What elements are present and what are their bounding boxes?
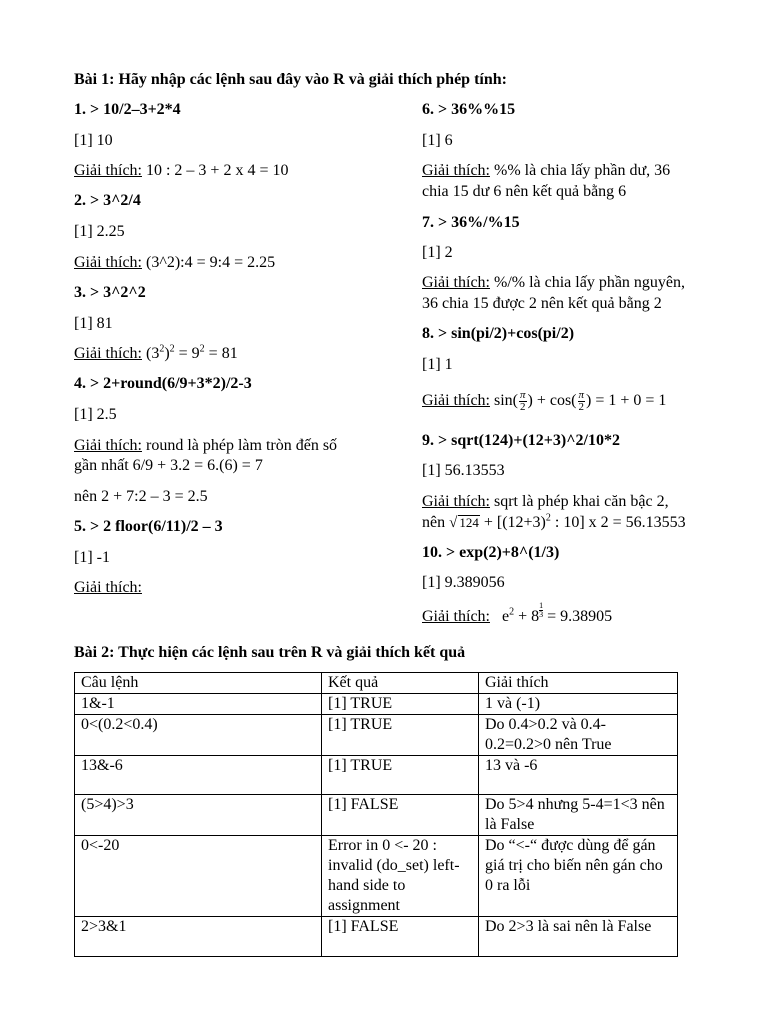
- table-row: [75, 756, 678, 795]
- exponent-numerator: 1: [539, 601, 544, 610]
- table-cell-command: 0<-20: [75, 836, 322, 917]
- fraction-numerator: π: [519, 388, 526, 401]
- q10-e: e: [501, 608, 510, 625]
- q8-tail: ) = 1 + 0 = 1: [586, 392, 667, 409]
- q3-exp-pre: (3: [145, 345, 160, 362]
- q10-tail: = 9.38905: [543, 608, 613, 625]
- q7-explanation: [422, 273, 685, 293]
- q9-explanation-text-1: sqrt là phép khai căn bậc 2,: [489, 493, 669, 510]
- q3-output: [1] 81: [74, 315, 113, 332]
- q10-plus8: + 8: [514, 608, 540, 625]
- table-cell-command: 13&-6: [75, 756, 322, 795]
- q7-explanation-text-1: %/% là chia lấy phần nguyên,: [489, 274, 686, 291]
- q5-output: [1] -1: [74, 549, 110, 566]
- q7-explanation-text-2: 36 chia 15 được 2 nên kết quả bằng 2: [422, 295, 662, 312]
- q10-explanation: [422, 601, 613, 627]
- q4-explanation-text-1: round là phép làm tròn đến số: [141, 437, 338, 454]
- q3-exp-post: = 81: [204, 345, 238, 362]
- table-cell-explanation: 1 và (-1): [479, 694, 678, 715]
- radicand: 124: [459, 515, 479, 530]
- q9-output: [1] 56.13553: [422, 462, 505, 479]
- table-cell-result: [1] FALSE: [322, 795, 479, 836]
- q2-command: 2. > 3^2/4: [74, 192, 141, 209]
- q8-sin: sin(: [493, 392, 518, 409]
- table-cell-result: [1] TRUE: [322, 694, 479, 715]
- q9-exp2-sup: 2: [545, 512, 551, 524]
- table-row: [75, 917, 678, 957]
- q8-command: 8. > sin(pi/2)+cos(pi/2): [422, 325, 575, 342]
- fraction-denominator: 2: [519, 400, 526, 413]
- q9-command: 9. > sqrt(124)+(12+3)^2/10*2: [422, 432, 620, 449]
- q4-output: [1] 2.5: [74, 406, 117, 423]
- q7-command: 7. > 36%/%15: [422, 214, 520, 231]
- q9-exp2-mid: + [(12+3): [479, 514, 546, 531]
- explain-label: Giải thích:: [74, 437, 142, 454]
- explain-label: Giải thích:: [74, 345, 142, 362]
- table-row: [75, 694, 678, 715]
- fraction-denominator: 2: [578, 400, 585, 413]
- q3-exp-sup1: 2: [159, 343, 165, 355]
- q8-cos: ) + cos(: [527, 392, 577, 409]
- q8-explanation: [422, 386, 666, 416]
- q8-output: [1] 1: [422, 356, 453, 373]
- q1-explanation: [74, 161, 288, 181]
- explain-label: Giải thích:: [422, 392, 490, 409]
- q5-explanation: [74, 578, 142, 598]
- explain-label: Giải thích:: [422, 274, 490, 291]
- q6-command: 6. > 36%%15: [422, 101, 516, 118]
- q4-explanation-text-2: gần nhất 6/9 + 3.2 = 6.(6) = 7: [74, 457, 263, 474]
- table-row: [75, 715, 678, 756]
- q9-explanation: [422, 492, 669, 512]
- q9-exp2-post: : 10] x 2 = 56.13553: [550, 514, 686, 531]
- q2-explanation-text: (3^2):4 = 9:4 = 2.25: [141, 254, 276, 271]
- q1-command: 1. > 10/2–3+2*4: [74, 101, 181, 118]
- table-cell-explanation: Do 5>4 nhưng 5-4=1<3 nên là False: [479, 795, 678, 836]
- q10-e-sup: 2: [509, 606, 515, 618]
- q9-exp2-pre: nên: [422, 514, 450, 531]
- table-cell-command: 0<(0.2<0.4): [75, 715, 322, 756]
- explain-label: Giải thích:: [74, 162, 142, 179]
- fraction-numerator: π: [578, 388, 585, 401]
- results-table: [74, 672, 678, 957]
- table-cell-command: 2>3&1: [75, 917, 322, 957]
- pi-over-2-fraction: [519, 390, 527, 413]
- table-cell-command: 1&-1: [75, 694, 322, 715]
- q6-explanation: [422, 161, 670, 181]
- q6-explanation-text-1: %% là chia lấy phần dư, 36: [489, 162, 671, 179]
- q2-output: [1] 2.25: [74, 223, 125, 240]
- explain-label: Giải thích:: [422, 608, 490, 625]
- q3-exp-sup3: 2: [199, 343, 205, 355]
- q4-explanation: [74, 436, 337, 456]
- q6-explanation-text-2: chia 15 dư 6 nên kết quả bằng 6: [422, 183, 627, 200]
- q7-output: [1] 2: [422, 244, 453, 261]
- square-root-symbol: √: [449, 515, 458, 531]
- explain-label: Giải thích:: [422, 493, 490, 510]
- explain-label: Giải thích:: [74, 579, 142, 596]
- q6-output: [1] 6: [422, 132, 453, 149]
- table-row: [75, 836, 678, 917]
- q3-exp-mid2: = 9: [174, 345, 200, 362]
- q3-exp-mid1: ): [164, 345, 170, 362]
- one-third-exponent: [539, 602, 543, 619]
- exponent-denominator: 3: [539, 610, 544, 619]
- column-header-explanation: Giải thích: [479, 673, 678, 694]
- table-cell-result: Error in 0 <- 20 : invalid (do_set) left-hand side to assignment: [322, 836, 479, 917]
- q1-explanation-text: 10 : 2 – 3 + 2 x 4 = 10: [141, 162, 289, 179]
- column-header-command: Câu lệnh: [75, 673, 322, 694]
- table-cell-result: [1] TRUE: [322, 756, 479, 795]
- table-cell-command: (5>4)>3: [75, 795, 322, 836]
- bai1-heading: Bài 1: Hãy nhập các lệnh sau đây vào R và giải thích phép tính:: [74, 71, 507, 88]
- table-cell-explanation: Do 2>3 là sai nên là False: [479, 917, 678, 957]
- table-row: [75, 795, 678, 836]
- explain-label: Giải thích:: [422, 162, 490, 179]
- q10-command: 10. > exp(2)+8^(1/3): [422, 544, 560, 561]
- table-cell-explanation: Do “<-“ được dùng để gán giá trị cho biến nên gán cho 0 ra lỗi: [479, 836, 678, 917]
- q4-command: 4. > 2+round(6/9+3*2)/2-3: [74, 375, 252, 392]
- q2-explanation: [74, 253, 275, 273]
- q1-output: [1] 10: [74, 132, 113, 149]
- q9-explanation-line-2: [422, 513, 686, 533]
- table-cell-result: [1] FALSE: [322, 917, 479, 957]
- q3-command: 3. > 3^2^2: [74, 284, 146, 301]
- table-cell-explanation: Do 0.4>0.2 và 0.4-0.2=0.2>0 nên True: [479, 715, 678, 756]
- pi-over-2-fraction: [578, 390, 586, 413]
- explain-label: Giải thích:: [74, 254, 142, 271]
- column-header-result: Kết quả: [322, 673, 479, 694]
- bai2-heading: Bài 2: Thực hiện các lệnh sau trên R và giải thích kết quả: [74, 644, 466, 661]
- q4-explanation-text-3: nên 2 + 7:2 – 3 = 2.5: [74, 488, 208, 505]
- q3-exp-sup2: 2: [169, 343, 175, 355]
- table-cell-explanation: 13 và -6: [479, 756, 678, 795]
- q3-explanation: [74, 344, 238, 364]
- table-header-row: [75, 673, 678, 694]
- q5-command: 5. > 2 floor(6/11)/2 – 3: [74, 518, 223, 535]
- table-cell-result: [1] TRUE: [322, 715, 479, 756]
- q10-output: [1] 9.389056: [422, 574, 505, 591]
